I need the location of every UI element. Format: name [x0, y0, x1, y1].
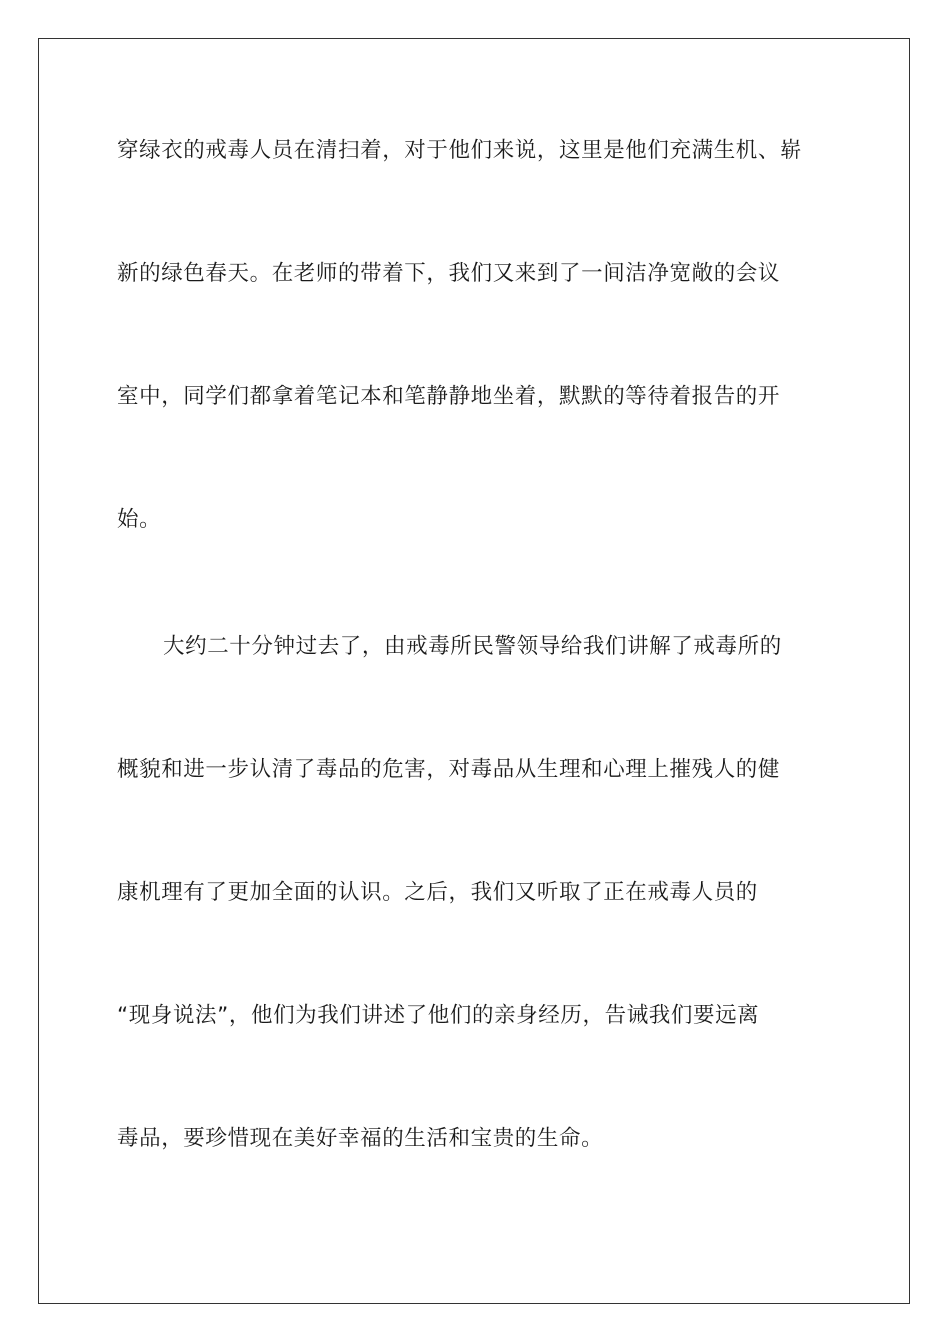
text-line: 大约二十分钟过去了，由戒毒所民警领导给我们讲解了戒毒所的: [163, 634, 782, 659]
text-line: 穿绿衣的戒毒人员在清扫着，对于他们来说，这里是他们充满生机、崭: [117, 138, 803, 163]
page-border: [38, 38, 910, 1304]
text-line: 毒品，要珍惜现在美好幸福的生活和宝贵的生命。: [117, 1126, 604, 1151]
text-line: “现身说法”，他们为我们讲述了他们的亲身经历，告诫我们要远离: [117, 1003, 760, 1028]
text-line: 室中，同学们都拿着笔记本和笔静静地坐着，默默的等待着报告的开: [117, 384, 781, 409]
text-line: 新的绿色春天。在老师的带着下，我们又来到了一间洁净宽敞的会议: [117, 261, 781, 286]
text-line: 始。: [117, 507, 162, 532]
text-line: 概貌和进一步认清了毒品的危害，对毒品从生理和心理上摧残人的健: [117, 757, 781, 782]
text-line: 康机理有了更加全面的认识。之后，我们又听取了正在戒毒人员的: [117, 880, 758, 905]
